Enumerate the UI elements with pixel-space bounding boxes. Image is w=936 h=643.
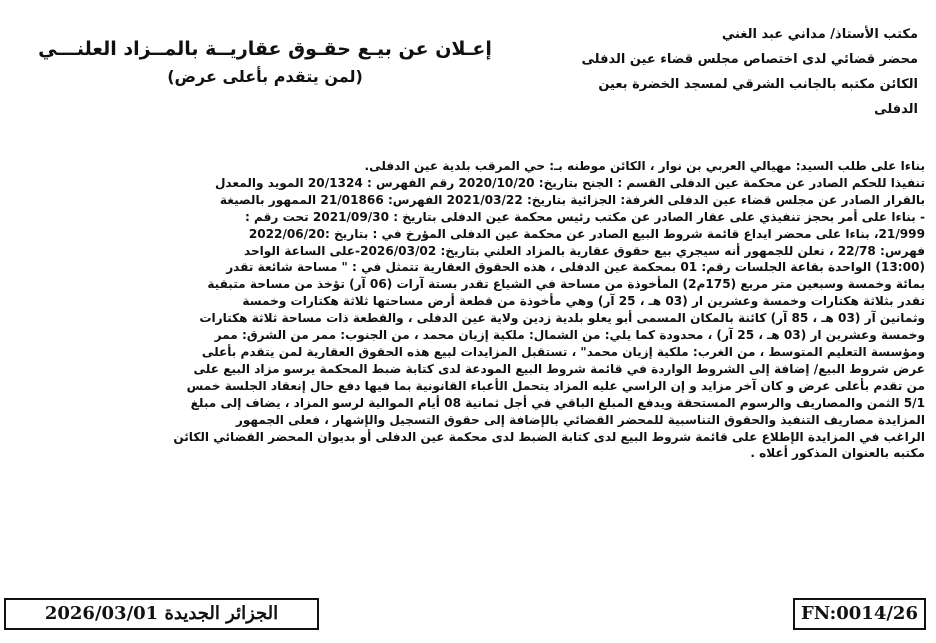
announcement-body — [10, 158, 925, 462]
body-line: الراغب في المزايدة الإطلاع على قائمة شروط البيع لدى كتابة الضبط لدى محكمة عين الدفلى أو بديوان المحضر القضائي الكائن — [173, 429, 925, 444]
newspaper-date-box: الجزائر الجديدة 2026/03/01 — [4, 598, 319, 630]
body-line: وخمسة وعشرين ار (03 هـ ، 25 آر) ، محدودة كما يلي: من الشمال: ملكية إزيان محمد ، من الجنوب: ممر من الشرق: ممر — [214, 328, 925, 343]
office-address: الكائن مكتبه بالجانب الشرقي لمسجد الخضرة بعين الدفلى — [598, 77, 918, 117]
body-line: المزايدة مصاريف التنفيذ والحقوق التناسبية للمحضر القضائي بالإضافة إلى حقوق التسجيل والإشهار ، فعلى الجمهور — [235, 412, 925, 427]
body-line: بمائة وخمسة وسبعين متر مربع (175م2) المأخوذة من مساحة في الشياع تقدر بستة آرات (06 آر) تؤخذ من مساحة متبقية — [207, 277, 925, 292]
body-line: بناءا على طلب السيد: مهيالي العربي بن نوار ، الكائن موطنه بـ: حي المرقب بلدية عين الدفلى. — [364, 159, 925, 173]
body-line: 21/999، بناءا على محضر ايداع قائمة شروط البيع الصادر عن محكمة عين الدفلى المؤرخ في : بتاريخ :2022/06/20 — [248, 226, 925, 241]
body-line: 5/1 الثمن والمصاريف والرسوم المستحقة ويدفع المبلغ الباقي في أجل ثمانية 08 أيام الموالية لرسو المزاد ، يضاف إلى مبلغ — [190, 395, 925, 410]
body-line: وثمانين آر (03 هـ ، 85 آر) كائنة بالمكان المسمى أبو يعلو بلدية زدين ولاية عين الدفلى ، والقطعة ذات مساحة ثلاثة هكتارات — [199, 311, 925, 326]
body-line: (13:00) الواحدة بقاعة الجلسات رقم: 01 بمحكمة عين الدفلى ، هذه الحقوق العقارية تتمثل في : " مساحة شائعة تقدر — [226, 260, 925, 275]
body-line: تقدر بثلاثة هكتارات وخمسة وعشرين ار (03 هـ ، 25 آر) وهي مأخوذة من قطعة أرض مساحتها ثلاثة هكتارات وخمسة — [242, 294, 925, 309]
body-line: عرض شروط البيع/ إضافة إلى الشروط الواردة في قائمة شروط البيع المودعة لدى كتابة ضبط المحكمة يرسو مزاد البيع على — [193, 361, 925, 376]
file-number-box: FN:0014/26 — [793, 598, 926, 630]
body-line: بالقرار الصادر عن مجلس قضاء عين الدفلى الغرفة: الجزائية بتاريخ: 2021/03/22 الفهرس: 21/01866 الممهور بالصيغة — [219, 192, 925, 207]
body-line: تنفيذا للحكم الصادر عن محكمة عين الدفلى القسم : الجنح بتاريخ: 2020/10/20 رقم الفهرس : 20/1324 المويد والمعدل — [214, 175, 925, 190]
office-name: مكتب الأستاذ/ مداني عبد الغني — [721, 27, 918, 42]
body-line: ومؤسسة التعليم المتوسط ، من الغرب: ملكية إزيان محمد" ، تستقبل المزايدات لبيع هذه الحقوق العقارية لمن يتقدم بأعلى — [201, 344, 925, 359]
body-line: - بناءا على أمر بحجز تنفيذي على عقار الصادر عن مكتب رئيس محكمة عين الدفلى بتاريخ : 2021/09/30 تحت رقم : — [244, 209, 925, 224]
body-line: فهرس: 22/78 ، نعلن للجمهور أنه سيجري بيع حقوق عقارية بالمزاد العلني بتاريخ: 2026/03/02-على الساعة الواحد — [243, 243, 925, 258]
announcement-subtitle: (لمن يتقدم بأعلى عرض) — [167, 67, 363, 86]
bailiff-office-header — [498, 22, 918, 122]
body-line: من تقدم بأعلى عرض و كان آخر مزايد و إن الراسي عليه المزاد يتحمل الأعباء القانونية بما فيها دفع حال إنعقاد الجلسة خمس — [186, 378, 925, 393]
body-line: مكتبه بالعنوان المذكور أعلاه . — [750, 446, 925, 461]
office-jurisdiction: محضر قضائي لدى اختصاص مجلس قضاء عين الدفلى — [581, 52, 918, 67]
announcement-heading — [30, 36, 500, 90]
announcement-title: إعـلان عن بيـع حقـوق عقاريــة بالمــزاد العلنـــي — [38, 38, 492, 60]
